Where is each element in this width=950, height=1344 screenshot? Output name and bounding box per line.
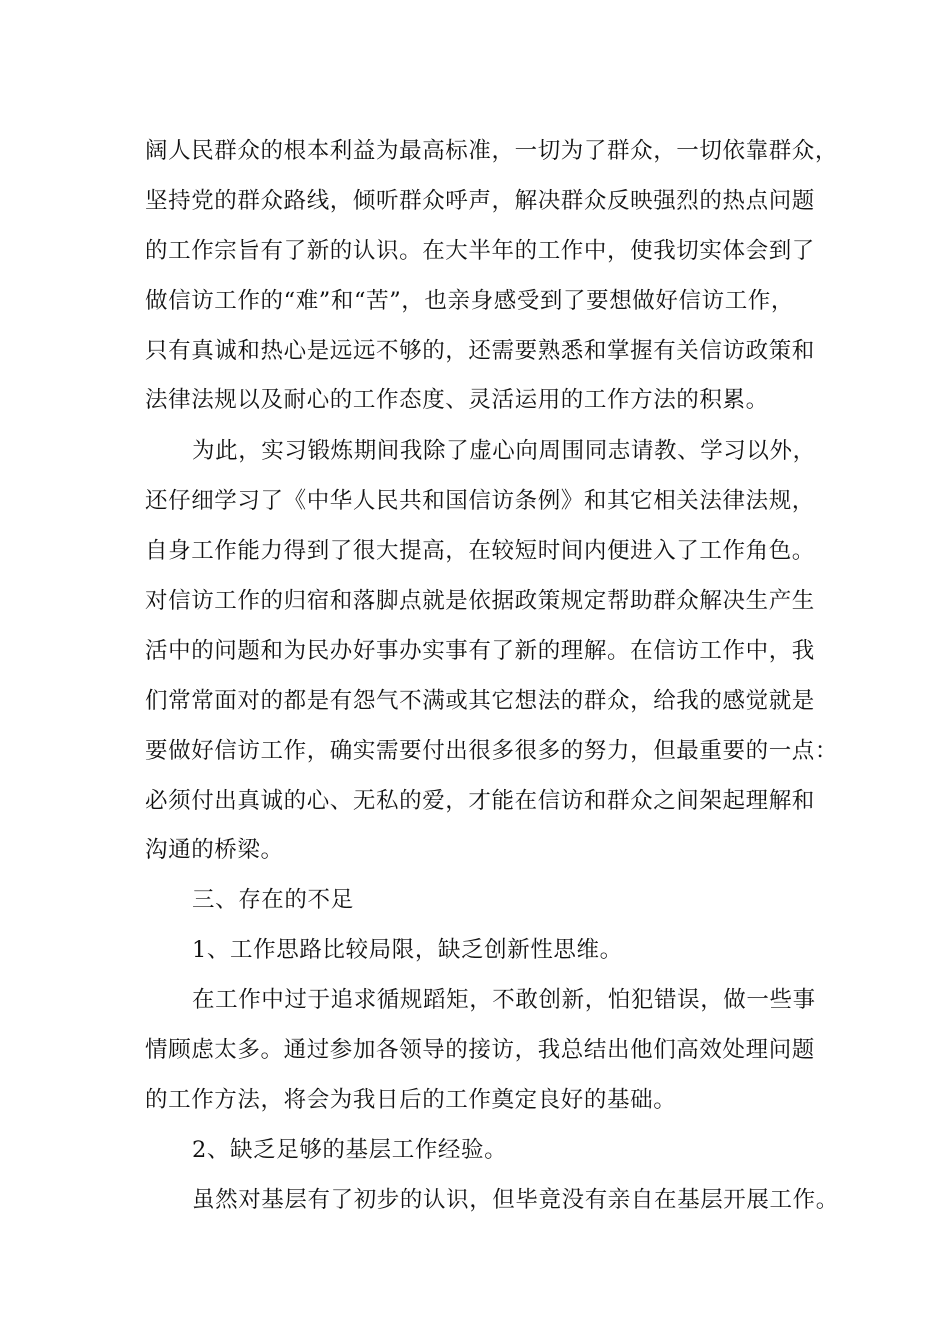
text-line: 要做好信访工作，确实需要付出很多很多的努力，但最重要的一点：: [145, 738, 839, 764]
text-line: 活中的问题和为民办好事办实事有了新的理解。在信访工作中，我: [145, 638, 815, 664]
section-heading: 三、存在的不足: [192, 887, 354, 913]
text-line: 做信访工作的“难”和“苦”，也亲身感受到了要想做好信访工作，: [145, 288, 795, 314]
text-line: 必须付出真诚的心、无私的爱，才能在信访和群众之间架起理解和: [145, 788, 815, 814]
list-item: 1、工作思路比较局限，缺乏创新性思维。: [192, 937, 623, 963]
text-line: 情顾虑太多。通过参加各领导的接访，我总结出他们高效处理问题: [145, 1037, 815, 1063]
text-line: 沟通的桥梁。: [145, 837, 284, 863]
text-line: 对信访工作的归宿和落脚点就是依据政策规定帮助群众解决生产生: [145, 588, 815, 614]
text-line: 自身工作能力得到了很大提高，在较短时间内便进入了工作角色。: [145, 538, 815, 564]
text-line: 在工作中过于追求循规蹈矩，不敢创新，怕犯错误，做一些事: [192, 987, 816, 1013]
text-line: 的工作方法，将会为我日后的工作奠定良好的基础。: [145, 1087, 677, 1113]
text-line: 法律法规以及耐心的工作态度、灵活运用的工作方法的积累。: [145, 387, 769, 413]
text-line: 只有真诚和热心是远远不够的，还需要熟悉和掌握有关信访政策和: [145, 338, 815, 364]
text-line: 虽然对基层有了初步的认识，但毕竟没有亲自在基层开展工作。: [192, 1187, 839, 1213]
text-line: 为此，实习锻炼期间我除了虚心向周围同志请教、学习以外，: [192, 438, 816, 464]
text-line: 坚持党的群众路线，倾听群众呼声，解决群众反映强烈的热点问题: [145, 188, 815, 214]
text-line: 阔人民群众的根本利益为最高标准，一切为了群众，一切依靠群众，: [145, 138, 839, 164]
list-item: 2、缺乏足够的基层工作经验。: [192, 1137, 508, 1163]
text-line: 们常常面对的都是有怨气不满或其它想法的群众，给我的感觉就是: [145, 688, 815, 714]
text-line: 还仔细学习了《中华人民共和国信访条例》和其它相关法律法规，: [145, 488, 815, 514]
text-line: 的工作宗旨有了新的认识。在大半年的工作中，使我切实体会到了: [145, 238, 815, 264]
